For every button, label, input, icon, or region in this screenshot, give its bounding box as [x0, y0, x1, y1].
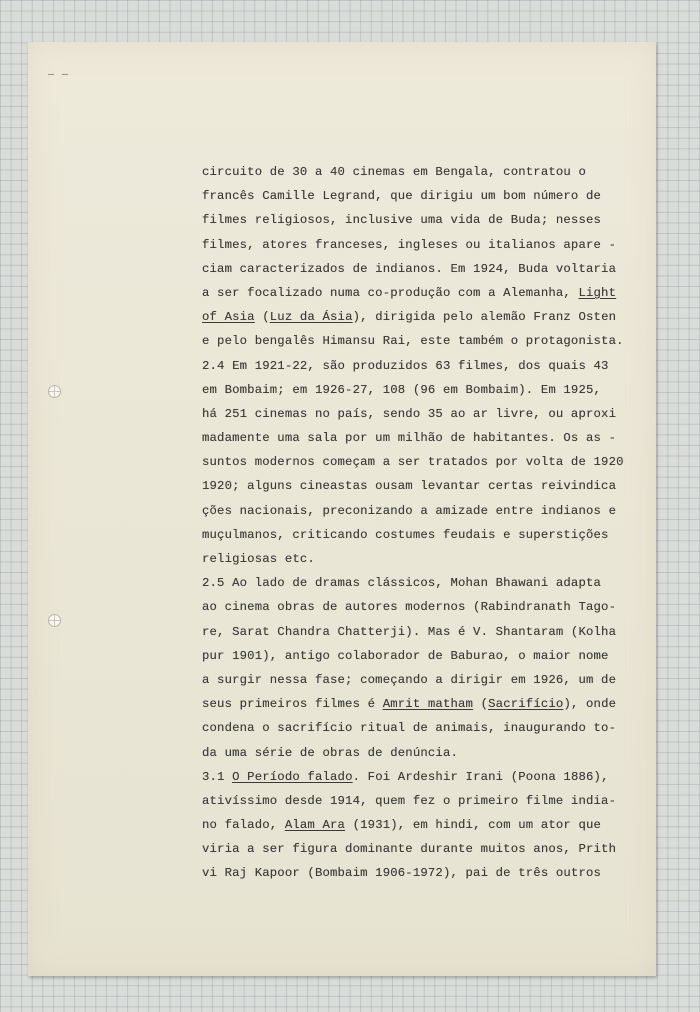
- text-line: [202, 716, 632, 740]
- underlined-title: Alam Ara: [284, 818, 346, 833]
- text-segment: (: [473, 697, 489, 712]
- text-line: [202, 861, 632, 885]
- text-line: [202, 692, 632, 716]
- text-line: [202, 160, 632, 184]
- text-segment: circuito de 30 a 40 cinemas em Bengala, contratou o: [202, 165, 586, 179]
- text-line: [202, 354, 632, 378]
- text-segment: ativíssimo desde 1914, quem fez o primeiro filme india-: [202, 793, 617, 808]
- text-segment: (: [254, 310, 270, 325]
- text-line: [202, 668, 632, 692]
- underlined-title: Light: [578, 285, 617, 300]
- text-line: [202, 547, 632, 571]
- text-segment: vi Raj Kapoor (Bombaim 1906-1972), pai de três outros: [202, 866, 602, 881]
- text-line: [202, 378, 632, 402]
- text-line: [202, 571, 632, 595]
- text-segment: filmes religiosos, inclusive uma vida de Buda; nesses: [202, 213, 602, 228]
- text-segment: viria a ser figura dominante durante muitos anos, Prith: [202, 842, 617, 857]
- text-segment: pur 1901), antigo colaborador de Baburao, o maior nome: [202, 648, 609, 663]
- text-line: [202, 305, 632, 329]
- text-segment: ), dirigida pelo alemão Franz Osten: [352, 310, 617, 325]
- text-line: [202, 257, 632, 281]
- underlined-title: Sacrifício: [488, 697, 564, 712]
- text-segment: muçulmanos, criticando costumes feudais e superstições: [202, 527, 609, 542]
- text-line: [202, 741, 632, 765]
- text-segment: re, Sarat Chandra Chatterji). Mas é V. Shantaram (Kolha: [202, 624, 617, 639]
- text-line: [202, 281, 632, 305]
- text-line: [202, 208, 632, 232]
- text-segment: religiosas etc.: [202, 552, 315, 566]
- text-line: [202, 329, 632, 353]
- text-line: [202, 499, 632, 523]
- text-line: [202, 233, 632, 257]
- text-segment: há 251 cinemas no país, sendo 35 ao ar livre, ou aproxi: [202, 406, 617, 421]
- document-page: [28, 42, 656, 976]
- text-line: [202, 474, 632, 498]
- text-segment: ciam caracterizados de indianos. Em 1924, Buda voltaria: [202, 261, 617, 276]
- punch-hole-icon: [48, 385, 61, 398]
- text-segment: da uma série de obras de denúncia.: [202, 745, 458, 760]
- text-segment: 1920; alguns cineastas ousam levantar certas reivindica: [202, 479, 617, 494]
- text-segment: em Bombaim; em 1926-27, 108 (96 em Bombaim). Em 1925,: [202, 382, 602, 397]
- text-line: [202, 837, 632, 861]
- underlined-title: Amrit matham: [382, 697, 474, 712]
- text-segment: no falado,: [202, 818, 285, 833]
- text-segment: 2.4 Em 1921-22, são produzidos 63 filmes, dos quais 43: [202, 358, 609, 373]
- text-line: [202, 450, 632, 474]
- typewritten-text: [202, 160, 632, 886]
- text-line: [202, 426, 632, 450]
- text-segment: suntos modernos começam a ser tratados por volta de 1920: [202, 455, 624, 470]
- text-segment: filmes, atores franceses, ingleses ou italianos apare -: [202, 237, 617, 252]
- underlined-title: of Asia: [202, 310, 255, 325]
- text-segment: a surgir nessa fase; começando a dirigir em 1926, um de: [202, 672, 617, 687]
- underlined-title: Luz da Ásia: [269, 310, 353, 325]
- text-segment: francês Camille Legrand, que dirigiu um bom número de: [202, 189, 602, 204]
- text-line: [202, 184, 632, 208]
- text-line: [202, 402, 632, 426]
- text-segment: a ser focalizado numa co-produção com a Alemanha,: [202, 285, 579, 300]
- text-segment: . Foi Ardeshir Irani (Poona 1886),: [352, 769, 609, 784]
- text-line: [202, 644, 632, 668]
- text-segment: seus primeiros filmes é: [202, 697, 383, 712]
- text-line: [202, 813, 632, 837]
- text-segment: madamente uma sala por um milhão de habitantes. Os as -: [202, 431, 617, 446]
- underlined-title: O Período falado: [232, 769, 353, 784]
- text-line: [202, 765, 632, 789]
- text-segment: 2.5 Ao lado de dramas clássicos, Mohan Bhawani adapta: [202, 576, 602, 591]
- corner-mark: — —: [48, 70, 70, 81]
- text-segment: 3.1: [202, 769, 233, 784]
- text-segment: ), onde: [563, 697, 617, 712]
- text-segment: e pelo bengalês Himansu Rai, este também o protagonista.: [202, 334, 624, 349]
- text-segment: condena o sacrifício ritual de animais, inaugurando to-: [202, 721, 617, 736]
- text-segment: ções nacionais, preconizando a amizade entre indianos e: [202, 503, 617, 518]
- text-line: [202, 595, 632, 619]
- text-line: [202, 620, 632, 644]
- punch-hole-icon: [48, 614, 61, 627]
- text-segment: (1931), em hindi, com um ator que: [345, 818, 602, 833]
- text-line: [202, 789, 632, 813]
- text-line: [202, 523, 632, 547]
- text-segment: ao cinema obras de autores modernos (Rabindranath Tago-: [202, 600, 617, 615]
